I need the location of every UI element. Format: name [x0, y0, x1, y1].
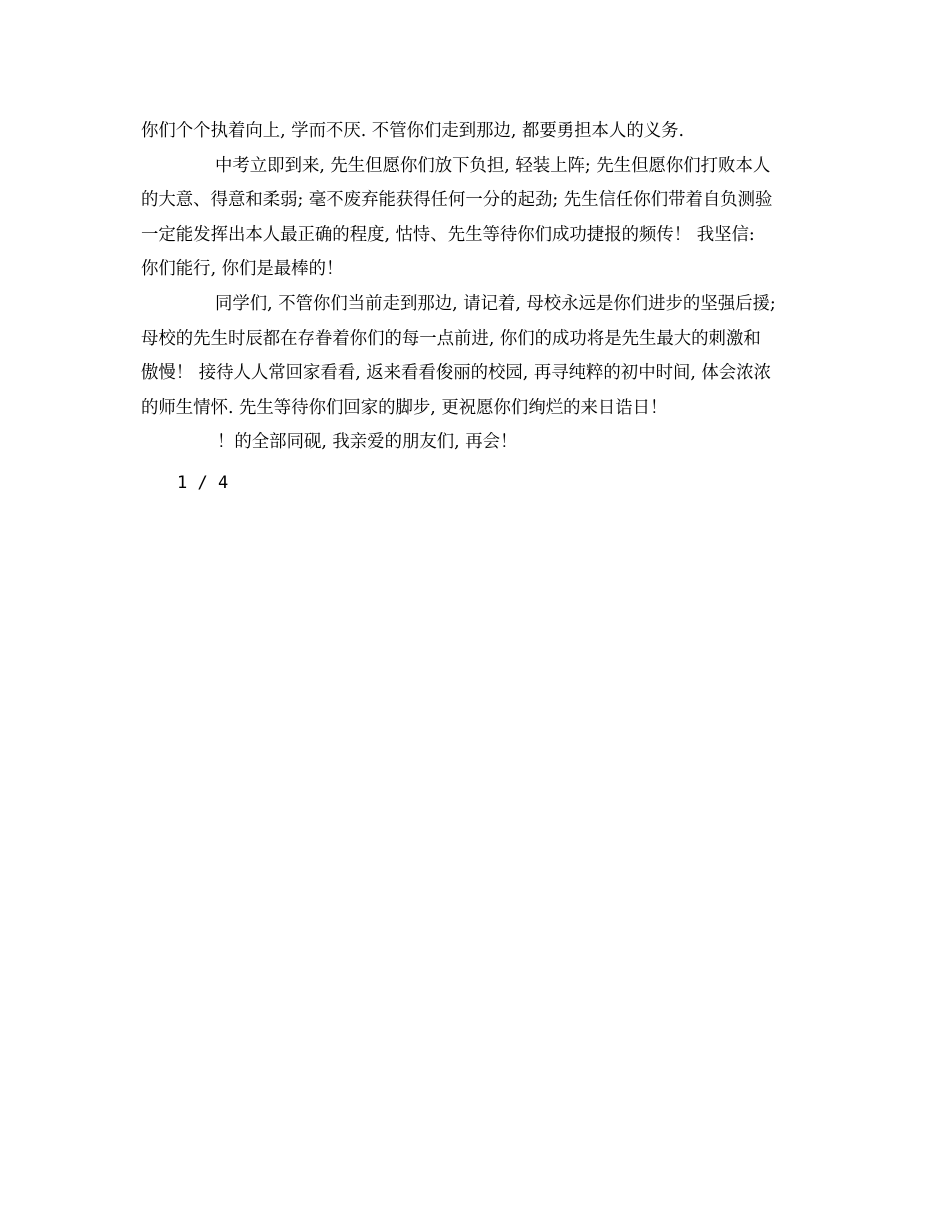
text-line: 一定能发挥出本人最正确的程度, 怙恃、先生等待你们成功捷报的频传！ 我坚信:	[141, 224, 755, 245]
document-body	[141, 114, 813, 460]
text-line: 你们个个执着向上, 学而不厌. 不管你们走到那边, 都要勇担本人的义务.	[141, 121, 685, 141]
closing-line: ！的全部同砚, 我亲爱的朋友们, 再会！	[217, 432, 518, 453]
text-line: 的师生情怀. 先生等待你们回家的脚步, 更祝愿你们绚烂的来日诰日！	[141, 397, 668, 418]
text-line: 同学们, 不管你们当前走到那边, 请记着, 母校永远是你们进步的坚强后援;	[215, 293, 776, 314]
text-line: 中考立即到来, 先生但愿你们放下负担, 轻装上阵; 先生但愿你们打败本人	[215, 155, 771, 176]
text-line: 傲慢！ 接待人人常回家看看, 返来看看俊丽的校园, 再寻纯粹的初中时间, 体会浓浓	[141, 363, 771, 384]
text-line: 你们能行, 你们是最棒的！	[141, 259, 344, 280]
page-number: 1 / 4	[177, 473, 229, 493]
text-line: 的大意、得意和柔弱; 毫不废弃能获得任何一分的起劲; 先生信任你们带着自负测验	[141, 190, 773, 211]
text-line: 母校的先生时辰都在存眷着你们的每一点前进, 你们的成功将是先生最大的刺激和	[141, 328, 761, 349]
